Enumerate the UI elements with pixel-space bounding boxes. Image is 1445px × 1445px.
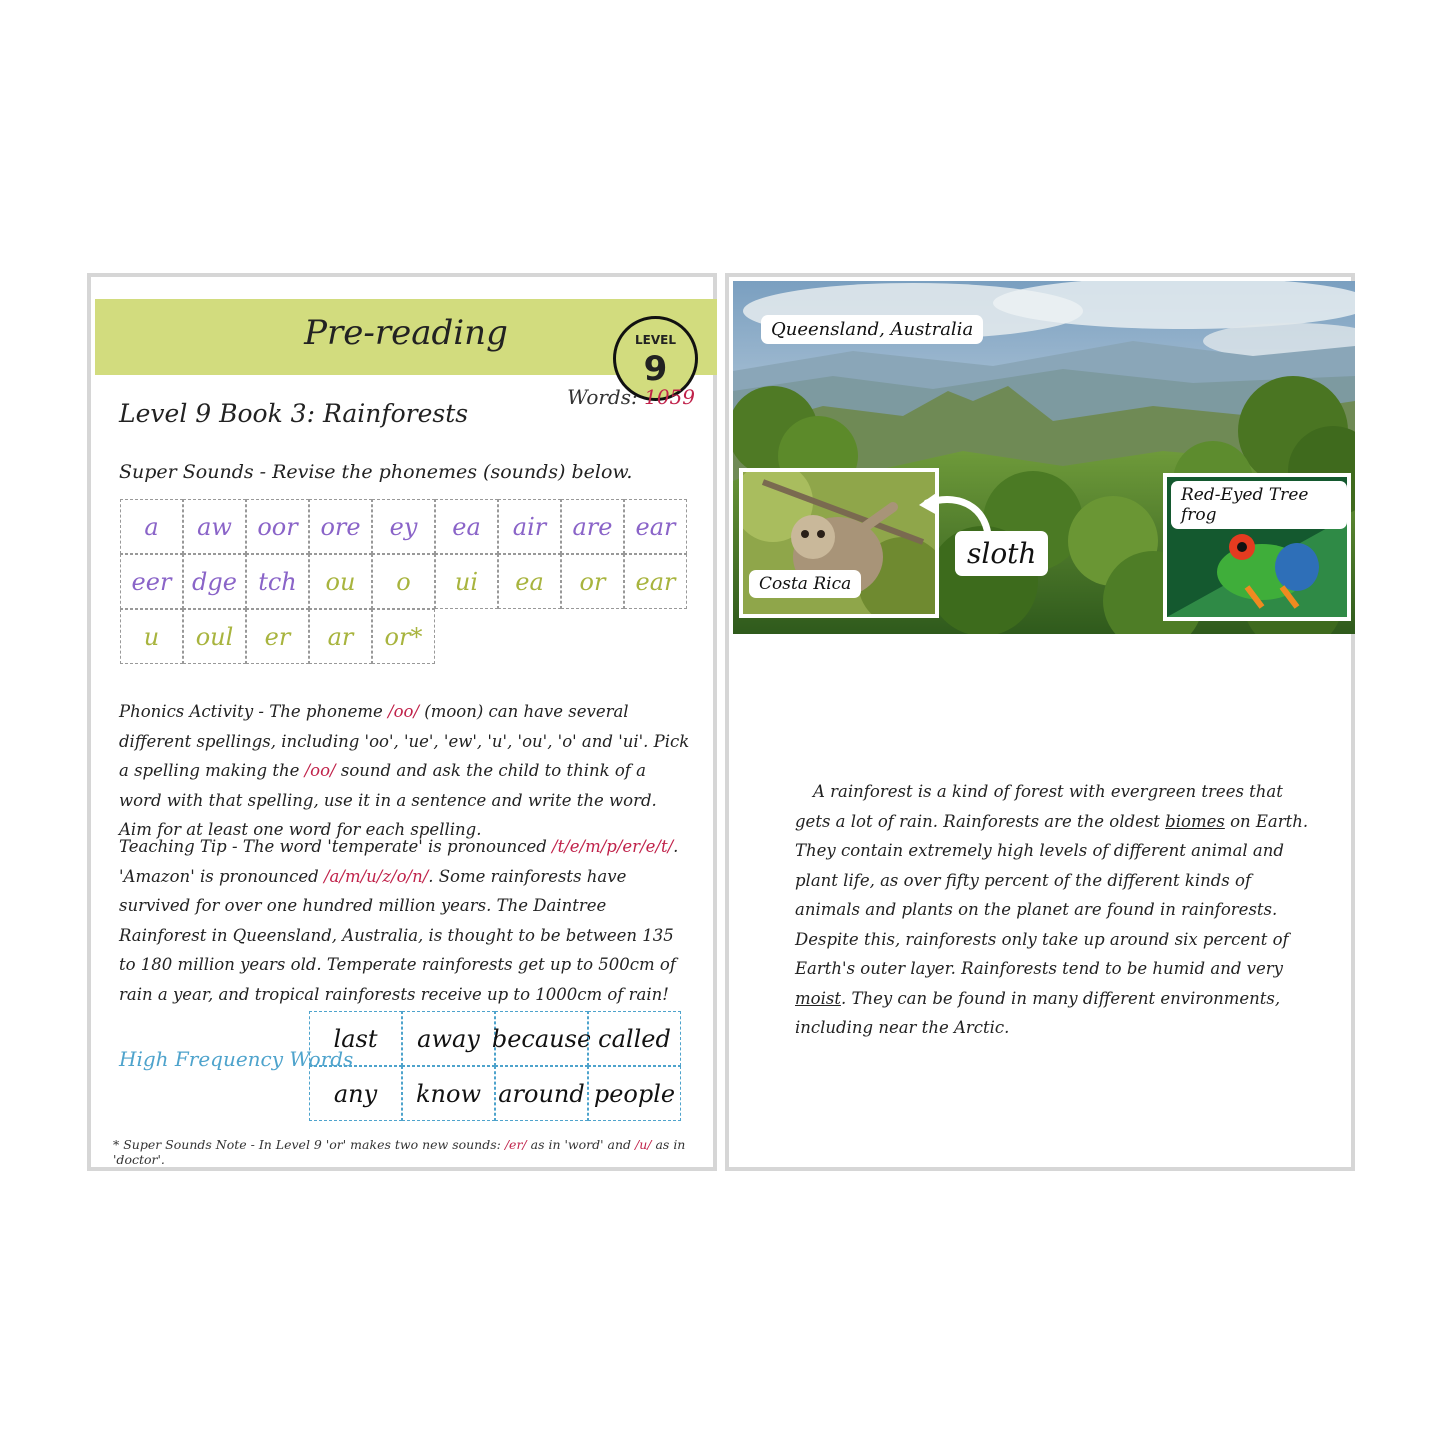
body-text-3: . They can be found in many different environments, including near the Arctic. <box>795 988 1281 1037</box>
footnote-u: /u/ <box>635 1137 652 1152</box>
high-frequency-word: last <box>309 1011 402 1066</box>
sound-cell: u <box>120 609 183 664</box>
sloth-photo <box>739 468 939 618</box>
high-frequency-label: High Frequency Words <box>119 1047 354 1071</box>
super-sounds-footnote <box>113 1137 713 1167</box>
rainforest-description <box>795 777 1315 1043</box>
left-page <box>87 273 717 1171</box>
sound-cell: eer <box>120 554 183 609</box>
body-text-2: on Earth. They contain extremely high levels of different animal and plant life, as over fifty percent of the different kinds of animals and plants on the planet are found in rainforests. Despite this, rainforests only take up around six percent of Earth's outer layer. Rainforests tend to be humid and very <box>795 811 1309 978</box>
sound-cell: tch <box>246 554 309 609</box>
word-count-label: Words: <box>567 385 638 409</box>
high-frequency-word: people <box>588 1066 681 1121</box>
teaching-tip <box>119 832 693 1009</box>
phonics-text-1: Phonics Activity - The phoneme <box>119 702 389 721</box>
sound-cell: er <box>246 609 309 664</box>
tip-text-2: . 'Amazon' is pronounced <box>119 837 679 886</box>
footnote-text-3: as in 'doctor'. <box>113 1137 686 1167</box>
phonics-text-2: (moon) can have several different spellings, including 'oo', 'ue', 'ew', 'u', 'ou', 'o' and 'ui'. Pick a spelling making the <box>119 702 690 780</box>
sound-cell: oul <box>183 609 246 664</box>
word-count <box>567 385 695 409</box>
footnote-er: /er/ <box>504 1137 527 1152</box>
footnote-text-2: as in 'word' and <box>526 1137 636 1152</box>
body-text-1: A rainforest is a kind of forest with evergreen trees that gets a lot of rain. Rainforests are the oldest <box>795 782 1283 831</box>
sound-cell: ey <box>372 499 435 554</box>
photo-label-sloth-location: Costa Rica <box>749 570 861 598</box>
sound-cell: ear <box>624 554 687 609</box>
footnote-text-1: * Super Sounds Note - In Level 9 'or' makes two new sounds: <box>113 1137 505 1152</box>
right-page <box>725 273 1355 1171</box>
high-frequency-word: away <box>402 1011 495 1066</box>
sound-cell: dge <box>183 554 246 609</box>
sound-cell: ea <box>435 499 498 554</box>
photo-label-location: Queensland, Australia <box>761 315 983 344</box>
level-badge-number: 9 <box>643 349 668 389</box>
sound-cell: ore <box>309 499 372 554</box>
banner-title: Pre-reading <box>304 313 508 353</box>
amazon-phonemes: /a/m/u/z/o/n/ <box>323 866 429 886</box>
sound-cell: ou <box>309 554 372 609</box>
sound-cell: air <box>498 499 561 554</box>
sound-cell: aw <box>183 499 246 554</box>
level-badge-label: LEVEL <box>635 333 676 347</box>
sound-cell: a <box>120 499 183 554</box>
sound-cell: or <box>561 554 624 609</box>
photo-label-sloth: sloth <box>955 531 1048 576</box>
book-title: Level 9 Book 3: Rainforests <box>119 399 469 428</box>
pre-reading-banner <box>95 299 717 389</box>
word-count-value: 1059 <box>644 385 695 409</box>
high-frequency-word: called <box>588 1011 681 1066</box>
tip-text-1: Teaching Tip - The word 'temperate' is pronounced <box>119 837 553 856</box>
photo-label-frog: Red-Eyed Tree frog <box>1171 481 1347 529</box>
high-frequency-word: any <box>309 1066 402 1121</box>
sound-cell: or* <box>372 609 435 664</box>
sound-cell: ea <box>498 554 561 609</box>
high-frequency-word: around <box>495 1066 588 1121</box>
super-sounds-intro: Super Sounds - Revise the phonemes (sounds) below. <box>119 461 633 483</box>
sound-cell: o <box>372 554 435 609</box>
phonics-activity <box>119 697 693 845</box>
frog-photo <box>1163 473 1351 621</box>
phoneme-oo-repeat: /oo/ <box>304 761 336 780</box>
sound-cell: ar <box>309 609 372 664</box>
sound-cell: ui <box>435 554 498 609</box>
tip-text-3: . Some rainforests have survived for over one hundred million years. The Daintree Rainforest in Queensland, Australia, is thought to be between 135 to 180 million years old. Temperate rainforests get up to 500cm of rain a year, and tropical rainforests receive up to 1000cm of rain! <box>119 866 676 1004</box>
glossary-biomes: biomes <box>1165 811 1225 831</box>
glossary-moist: moist <box>795 988 841 1008</box>
temperate-phonemes: /t/e/m/p/er/e/t/ <box>552 837 674 856</box>
sound-cell: ear <box>624 499 687 554</box>
sound-cell: are <box>561 499 624 554</box>
high-frequency-word: know <box>402 1066 495 1121</box>
phonics-text-3: sound and ask the child to think of a word with that spelling, use it in a sentence and write the word. Aim for at least one word for each spelling. <box>119 761 657 839</box>
phoneme-oo: /oo/ <box>388 702 420 721</box>
high-frequency-word: because <box>495 1011 588 1066</box>
sound-cell: oor <box>246 499 309 554</box>
rainforest-photo <box>733 281 1355 634</box>
